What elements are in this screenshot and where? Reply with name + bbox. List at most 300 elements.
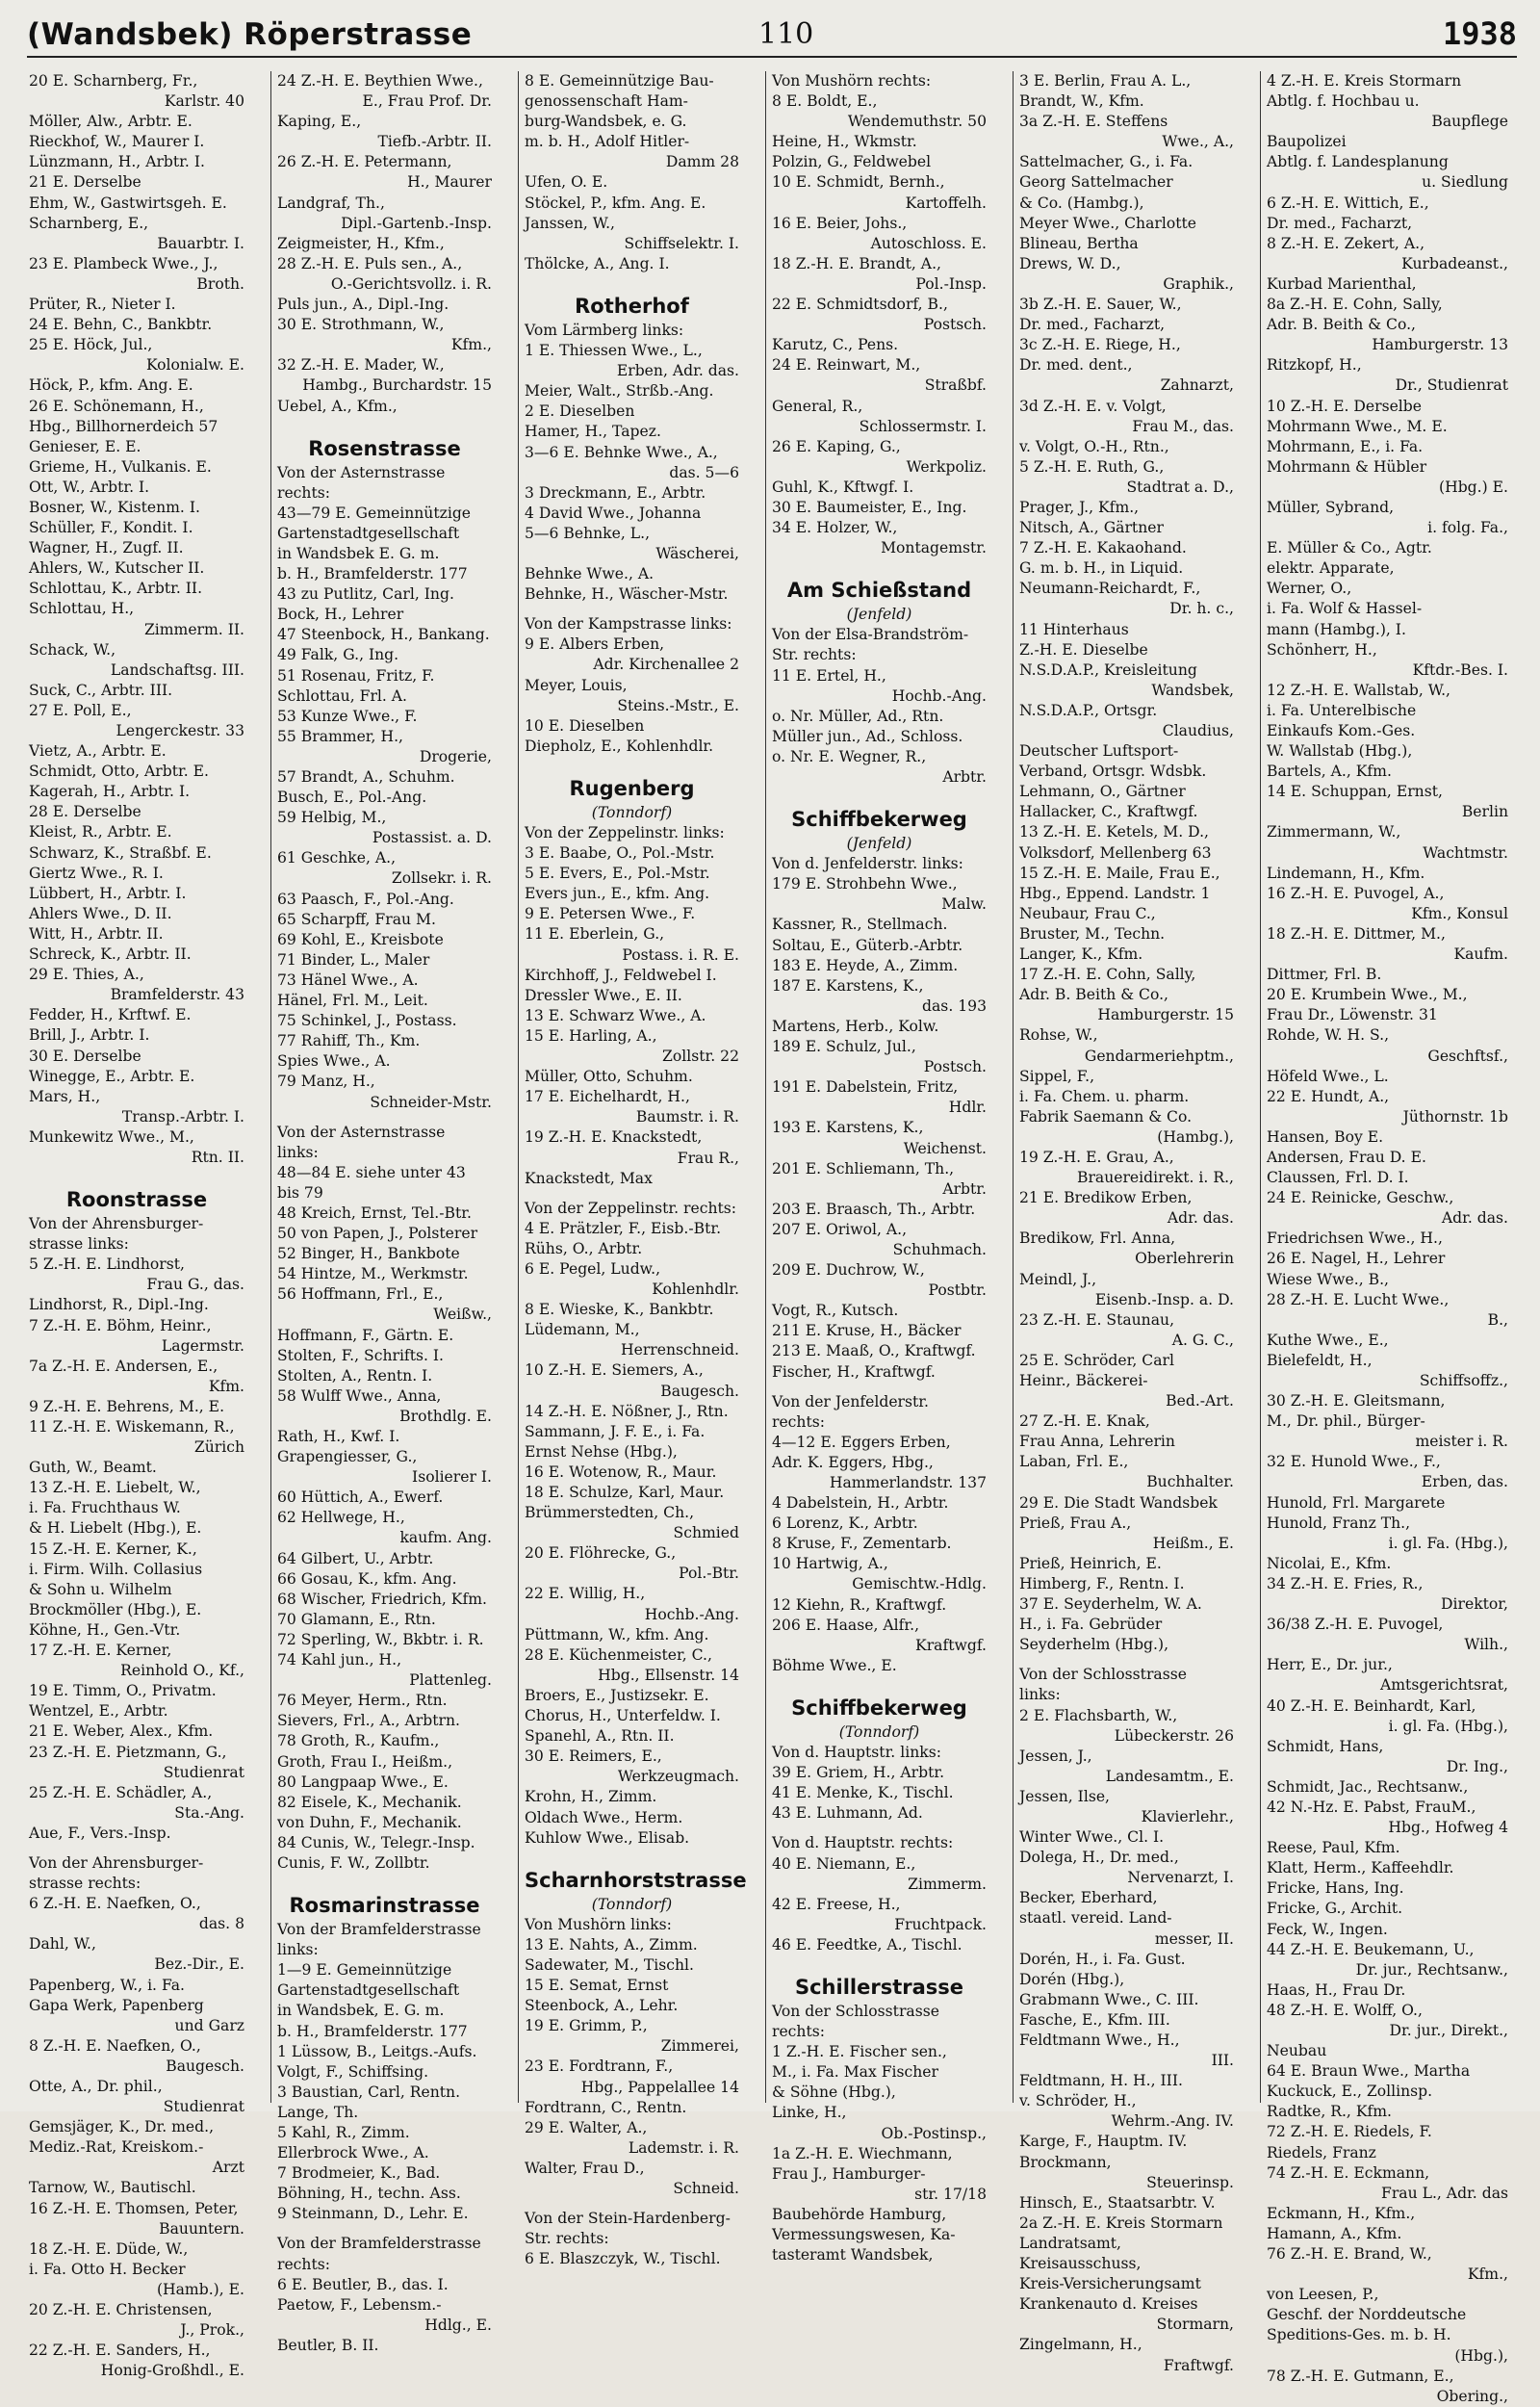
directory-entry: Buchhalter. (1146, 1473, 1234, 1491)
directory-entry: links: (277, 1941, 319, 1959)
directory-entry: Papenberg, W., i. Fa. (29, 1976, 185, 1994)
directory-entry: Kftdr.-Bes. I. (1412, 660, 1508, 679)
directory-entry: links: (277, 1143, 319, 1161)
directory-entry: Otte, A., Dr. phil., (29, 2078, 163, 2095)
directory-entry: i. gl. Fa. (Hbg.), (1388, 1534, 1508, 1552)
directory-entry: Hbg., Pappelallee 14 (580, 2078, 739, 2096)
directory-entry: Meier, Walt., Strßb.-Ang. (525, 382, 714, 401)
directory-entry: in Wandsbek, E. G. m. (277, 2002, 445, 2020)
directory-entry: Von der Bramfelderstrasse (277, 1921, 481, 1939)
directory-entry: Hallacker, C., Kraftwgf. (1019, 803, 1198, 821)
directory-entry: Prieß, Heinrich, E. (1019, 1554, 1162, 1572)
directory-entry: Dr., Studienrat (1395, 376, 1508, 395)
directory-entry: Dolega, H., Dr. med., (1019, 1849, 1179, 1867)
directory-entry: 5 Kahl, R., Zimm. (277, 2124, 410, 2141)
directory-entry: Fraftwgf. (1163, 2356, 1234, 2374)
directory-entry: 59 Helbig, M., (277, 809, 387, 827)
directory-entry: staatl. vereid. Land- (1019, 1909, 1172, 1928)
directory-entry: Ritzkopf, H., (1267, 356, 1362, 375)
directory-entry: Broers, E., Justizsekr. E. (525, 1686, 709, 1704)
directory-entry: Spies Wwe., A. (277, 1052, 391, 1071)
directory-entry: & H. Liebelt (Hbg.), E. (29, 1519, 202, 1538)
directory-entry: Fricke, G., Archit. (1267, 1900, 1403, 1918)
directory-entry: 25 E. Schröder, Carl (1019, 1351, 1174, 1369)
directory-entry: Nicolai, E., Kfm. (1267, 1554, 1392, 1572)
directory-entry: Bock, H., Lehrer (277, 606, 404, 624)
directory-entry: 15 E. Harling, A., (525, 1026, 657, 1045)
directory-entry: Weichenst. (903, 1139, 987, 1157)
directory-entry: Vogt, R., Kutsch. (772, 1302, 899, 1320)
directory-entry: 16 Z.-H. E. Thomsen, Peter, (29, 2199, 239, 2217)
directory-entry: Honig-Großhdl., E. (100, 2362, 244, 2380)
directory-entry: Knackstedt, Max (525, 1169, 653, 1187)
directory-entry: Hammerlandstr. 137 (829, 1474, 987, 1491)
directory-entry: 10 E. Schmidt, Bernh., (772, 173, 945, 192)
directory-entry: 42 N.-Hz. E. Pabst, FrauM., (1267, 1798, 1476, 1816)
directory-entry: Bez.-Dir., E. (154, 1955, 244, 1974)
directory-entry: 11 E. Ertel, H., (772, 666, 886, 685)
directory-entry: Stormarn, (1156, 2316, 1234, 2334)
column-6 (1260, 71, 1514, 2405)
directory-entry: 53 Kunze Wwe., F. (277, 707, 418, 725)
directory-entry: Höfeld Wwe., L. (1267, 1067, 1389, 1085)
directory-entry: Tarnow, W., Bautischl. (29, 2179, 196, 2197)
directory-entry: Mohrmann Wwe., M. E. (1267, 417, 1448, 435)
directory-entry: N.S.D.A.P., Kreisleitung (1019, 660, 1197, 679)
directory-entry: Ahlers, W., Kutscher II. (29, 559, 205, 578)
directory-entry: Hochb.-Ang. (644, 1605, 739, 1623)
directory-entry: 20 E. Flöhrecke, G., (525, 1544, 677, 1563)
directory-entry: & Sohn u. Wilhelm (29, 1580, 172, 1598)
directory-entry: b. H., Bramfelderstr. 177 (277, 565, 468, 583)
directory-entry: 9 E. Petersen Wwe., F. (525, 905, 696, 923)
directory-entry: 16 E. Beier, Johs., (772, 214, 908, 232)
street-heading: Roonstrasse (65, 1188, 208, 1212)
directory-entry: Thölcke, A., Ang. I. (525, 254, 670, 272)
directory-entry: 7 Z.-H. E. Kakaohand. (1019, 539, 1187, 557)
directory-entry: Von d. Hauptstr. links: (772, 1744, 941, 1762)
directory-entry: Soltau, E., Güterb.-Arbtr. (772, 936, 963, 954)
directory-entry: Zollsekr. i. R. (391, 869, 492, 888)
directory-entry: kaufm. Ang. (399, 1529, 492, 1547)
directory-entry: 1 Z.-H. E. Fischer sen., (772, 2043, 947, 2061)
directory-entry: Erben, Adr. das. (616, 362, 739, 380)
directory-entry: 19 E. Grimm, P., (525, 2017, 648, 2035)
directory-entry: i. Firm. Wilh. Collasius (29, 1560, 203, 1578)
directory-entry: 18 Z.-H. E. Düde, W., (29, 2239, 189, 2258)
directory-entry: Obering., (1436, 2387, 1508, 2405)
directory-entry: Böhme Wwe., E. (772, 1656, 897, 1674)
directory-entry: 13 Z.-H. E. Liebelt, W., (29, 1479, 201, 1497)
directory-entry: Baupolizei (1267, 133, 1347, 151)
directory-entry: 28 Z.-H. E. Lucht Wwe., (1267, 1290, 1450, 1308)
street-heading: Schillerstrasse (794, 1975, 964, 1999)
directory-entry: Studienrat (163, 1763, 244, 1781)
directory-entry: 29 E. Die Stadt Wandsbek (1019, 1493, 1218, 1512)
directory-entry: Groth, Frau I., Heißm., (277, 1752, 453, 1771)
directory-entry: 3 Dreckmann, E., Arbtr. (525, 483, 706, 502)
directory-entry: Adr. das. (1441, 1209, 1508, 1228)
section-gap (772, 788, 987, 797)
directory-entry: Hbg., Eppend. Landstr. 1 (1019, 884, 1211, 902)
directory-entry: Lübeckerstr. 26 (1114, 1726, 1234, 1745)
directory-entry: 6 Z.-H. E. Naefken, O., (29, 1895, 201, 1913)
directory-entry: Bed.-Art. (1166, 1392, 1234, 1411)
directory-entry: 79 Manz, H., (277, 1073, 375, 1091)
directory-entry: Schiffselektr. I. (624, 234, 739, 252)
directory-entry: 3d Z.-H. E. v. Volgt, (1019, 397, 1167, 415)
directory-entry: 15 Z.-H. E. Kerner, K., (29, 1540, 197, 1558)
directory-entry: i. folg. Fa., (1427, 519, 1508, 537)
directory-entry: 50 von Papen, J., Polsterer (277, 1225, 478, 1243)
directory-entry: Hochb.-Ang. (891, 686, 987, 705)
directory-entry: 72 Sperling, W., Bkbtr. i. R. (277, 1630, 484, 1648)
directory-entry: Zahnarzt, (1160, 376, 1234, 395)
directory-entry: Behnke, H., Wäscher-Mstr. (525, 585, 729, 604)
directory-entry: Frau L., Adr. das (1381, 2184, 1508, 2202)
directory-entry: Kurbad Marienthal, (1267, 274, 1417, 293)
directory-entry: in Wandsbek E. G. m. (277, 544, 440, 562)
column-5 (1013, 71, 1240, 2374)
directory-entry: Lünzmann, H., Arbtr. I. (29, 153, 205, 171)
directory-entry: 10 Hartwig, A., (772, 1555, 888, 1573)
directory-entry: Dorén, H., i. Fa. Gust. (1019, 1950, 1186, 1968)
directory-entry: Von der Jenfelderstr. (772, 1392, 929, 1411)
directory-entry: Prüter, R., Nieter I. (29, 296, 176, 314)
column-3 (518, 71, 747, 2268)
column-2 (270, 71, 498, 2354)
section-gap (525, 1189, 739, 1199)
directory-entry: Hoffmann, F., Gärtn. E. (277, 1326, 454, 1344)
section-gap (772, 1383, 987, 1392)
directory-entry: Von d. Hauptstr. rechts: (772, 1834, 954, 1852)
directory-entry: Landratsamt, (1019, 2234, 1122, 2252)
directory-entry: 6 E. Beutler, B., das. I. (277, 2275, 449, 2293)
directory-entry: Bramfelderstr. 43 (110, 986, 244, 1004)
directory-entry: Ernst Nehse (Hbg.), (525, 1442, 678, 1461)
directory-entry: Laban, Frl. E., (1019, 1453, 1129, 1471)
directory-entry: Volgt, F., Schiffsing. (277, 2062, 429, 2081)
directory-entry: 27 E. Poll, E., (29, 701, 132, 719)
directory-entry: Diepholz, E., Kohlenhdlr. (525, 737, 714, 755)
directory-entry: Postassist. a. D. (372, 829, 492, 847)
directory-entry: Oldach Wwe., Herm. (525, 1808, 683, 1826)
directory-entry: Krankenauto d. Kreises (1019, 2295, 1198, 2314)
directory-entry: Kaping, E., (277, 113, 362, 131)
directory-entry: Feldtmann, H. H., III. (1019, 2072, 1183, 2090)
directory-entry: 5 E. Evers, E., Pol.-Mstr. (525, 865, 710, 883)
directory-entry: 2 E. Dieselben (525, 402, 635, 421)
directory-entry: Zimmerei, (660, 2037, 739, 2056)
directory-entry: 29 E. Walter, A., (525, 2118, 648, 2136)
directory-entry: 63 Paasch, F., Pol.-Ang. (277, 890, 454, 908)
directory-entry: Wilh., (1464, 1636, 1508, 1654)
directory-entry: Heinr., Bäckerei- (1019, 1372, 1148, 1389)
header-district-street: (Wandsbek) Röperstrasse (27, 17, 473, 52)
directory-entry: Vermessungswesen, Ka- (772, 2226, 956, 2243)
directory-entry: 209 E. Duchrow, W., (772, 1261, 925, 1280)
directory-entry: Kfm., (1467, 2265, 1508, 2284)
directory-entry: Bruster, M., Techn. (1019, 924, 1166, 943)
directory-entry: Schlottau, H., (29, 600, 135, 618)
directory-entry: Sattelmacher, G., i. Fa. (1019, 153, 1194, 171)
directory-entry: i. Fa. Wolf & Hassel- (1267, 600, 1423, 618)
street-district: (Tonndorf) (591, 1895, 673, 1913)
directory-entry: 52 Binger, H., Bankbote (277, 1245, 460, 1263)
directory-entry: Zollstr. 22 (662, 1048, 739, 1066)
directory-entry: (Hbg.), (1454, 2346, 1508, 2365)
directory-entry: Müller, Sybrand, (1267, 498, 1395, 516)
directory-entry: Hbg., Ellsenstr. 14 (598, 1666, 739, 1684)
directory-entry: Mohrmann & Hübler (1267, 457, 1427, 476)
directory-entry: 24 E. Reinicke, Geschw., (1267, 1189, 1454, 1207)
directory-entry: 8 E. Boldt, E., (772, 92, 878, 111)
page-number: 110 (758, 17, 814, 51)
street-heading: Rosenstrasse (308, 436, 461, 460)
directory-entry: 23 Z.-H. E. Pietzmann, G., (29, 1743, 227, 1761)
directory-entry: 26 E. Kaping, G., (772, 437, 901, 455)
directory-entry: Reese, Paul, Kfm. (1267, 1839, 1400, 1857)
directory-entry: Brauereidirekt. i. R., (1077, 1169, 1234, 1187)
directory-entry: 2 E. Flachsbarth, W., (1019, 1706, 1178, 1724)
directory-entry: 17 E. Eichelhardt, H., (525, 1088, 690, 1106)
directory-entry: Cunis, F. W., Zollbtr. (277, 1853, 430, 1872)
directory-entry: Ufen, O. E. (525, 173, 608, 192)
directory-entry: Kurbadeanst., (1401, 254, 1508, 272)
directory-entry: von Leesen, P., (1267, 2286, 1379, 2304)
directory-entry: 191 E. Dabelstein, Fritz, (772, 1078, 959, 1097)
directory-entry: 68 Wischer, Friedrich, Kfm. (277, 1590, 487, 1608)
directory-entry: 48—84 E. siehe unter 43 (277, 1163, 466, 1181)
directory-entry: 58 Wulff Wwe., Anna, (277, 1386, 442, 1405)
directory-entry: Kraftwgf. (915, 1636, 987, 1654)
directory-entry: b. H., Bramfelderstr. 177 (277, 2022, 468, 2040)
directory-entry: Brockmöller (Hbg.), E. (29, 1600, 202, 1618)
directory-entry: Rohse, W., (1019, 1026, 1098, 1045)
section-gap (525, 757, 739, 766)
directory-entry: Schmied (673, 1524, 739, 1542)
directory-entry: 189 E. Schulz, Jul., (772, 1038, 916, 1056)
directory-entry: Stöckel, P., kfm. Ang. E. (525, 194, 706, 212)
directory-entry: 5—6 Behnke, L., (525, 524, 651, 542)
directory-entry: i. gl. Fa. (Hbg.), (1388, 1717, 1508, 1735)
directory-entry: 74 Kahl jun., H., (277, 1651, 402, 1669)
directory-entry: 8 Z.-H. E. Zekert, A., (1267, 234, 1425, 252)
directory-entry: Adr. K. Eggers, Hbg., (772, 1453, 934, 1471)
directory-entry: Müller, Otto, Schuhm. (525, 1068, 693, 1086)
directory-entry: 80 Langpaap Wwe., E. (277, 1773, 449, 1791)
directory-entry: bis 79 (277, 1183, 323, 1202)
directory-entry: H., i. Fa. Gebrüder (1019, 1616, 1163, 1634)
directory-entry: str. 17/18 (914, 2185, 987, 2203)
directory-entry: Behnke Wwe., A. (525, 565, 654, 583)
directory-entry: M., Dr. phil., Bürger- (1267, 1412, 1425, 1431)
page-header (27, 13, 1517, 58)
directory-entry: Eisenb.-Insp. a. D. (1094, 1290, 1234, 1308)
section-gap (525, 274, 739, 284)
directory-entry: Gapa Werk, Papenberg (29, 1996, 204, 2014)
directory-entry: 55 Brammer, H., (277, 727, 403, 745)
directory-entry: Puls jun., A., Dipl.-Ing. (277, 296, 449, 314)
directory-entry: Direktor, (1441, 1595, 1508, 1614)
directory-entry: Janssen, W., (525, 214, 615, 232)
directory-entry: 16 Z.-H. E. Puvogel, A., (1267, 884, 1445, 902)
directory-entry: 72 Z.-H. E. Riedels, F. (1267, 2123, 1432, 2141)
directory-entry: Schüller, F., Kondit. I. (29, 519, 193, 537)
directory-entry: 203 E. Braasch, Th., Arbtr. (772, 1200, 976, 1218)
directory-entry: Brümmerstedten, Ch., (525, 1504, 695, 1522)
directory-entry: Broth. (196, 274, 244, 293)
directory-entry: links: (1019, 1686, 1061, 1704)
directory-entry: 21 E. Derselbe (29, 173, 141, 192)
directory-entry: Von der Zeppelinstr. rechts: (525, 1199, 737, 1217)
directory-entry: 12 Kiehn, R., Kraftwgf. (772, 1595, 947, 1614)
directory-entry: (Hbg.) E. (1439, 478, 1508, 496)
directory-entry: 44 Z.-H. E. Beukemann, U., (1267, 1940, 1475, 1958)
directory-entry: 179 E. Strohbehn Wwe., (772, 875, 958, 893)
directory-entry: Plattenleg. (409, 1671, 492, 1690)
directory-entry: Grabmann Wwe., C. III. (1019, 1990, 1199, 2008)
directory-entry: General, R., (772, 397, 863, 415)
directory-entry: Hbg., Hofweg 4 (1388, 1819, 1508, 1837)
directory-entry: Arzt (212, 2159, 244, 2177)
section-gap (1019, 1655, 1234, 1665)
directory-entry: 5 Z.-H. E. Ruth, G., (1019, 457, 1165, 476)
directory-entry: Schuhmach. (892, 1240, 987, 1258)
directory-entry: Ott, W., Arbtr. I. (29, 478, 150, 496)
directory-entry: 11 E. Eberlein, G., (525, 925, 665, 944)
section-gap (525, 605, 739, 614)
directory-entry: Müller jun., Ad., Schloss. (772, 727, 963, 745)
directory-entry: 3—6 E. Behnke Wwe., A., (525, 443, 718, 461)
directory-entry: 32 E. Hunold Wwe., F., (1267, 1453, 1441, 1471)
directory-entry: 1 Lüssow, B., Leitgs.-Aufs. (277, 2042, 477, 2060)
directory-entry: Frau M., das. (1132, 417, 1234, 435)
directory-entry: Martens, Herb., Kolw. (772, 1017, 939, 1035)
directory-entry: Dr. med., Facharzt, (1267, 214, 1413, 232)
directory-entry: 11 Hinterhaus (1019, 620, 1129, 638)
directory-entry: 4 David Wwe., Johanna (525, 504, 702, 522)
street-heading: Schiffbekerweg (791, 1695, 967, 1720)
directory-entry: 6 E. Pegel, Ludw., (525, 1259, 661, 1278)
directory-entry: 48 Z.-H. E. Wolff, O., (1267, 2001, 1423, 2019)
directory-entry: Dressler Wwe., E. II. (525, 986, 682, 1004)
directory-entry: Lange, Th. (277, 2103, 359, 2121)
directory-entry: Landgraf, Th., (277, 194, 385, 212)
directory-entry: Frau Dr., Löwenstr. 31 (1267, 1006, 1438, 1024)
directory-entry: Werkpoliz. (906, 457, 987, 476)
directory-entry: 1a Z.-H. E. Wiechmann, (772, 2144, 953, 2162)
directory-entry: 5 Z.-H. E. Lindhorst, (29, 1255, 185, 1274)
directory-entry: 82 Eisele, K., Mechanik. (277, 1793, 462, 1811)
directory-entry: Meyer Wwe., Charlotte (1019, 214, 1196, 232)
directory-entry: Uebel, A., Kfm., (277, 397, 398, 415)
directory-entry: Arbtr. (942, 1179, 987, 1198)
street-heading: Scharnhorststrasse (525, 1868, 747, 1892)
directory-entry: Zimmerm. (908, 1875, 987, 1893)
directory-entry: Neumann-Reichardt, F., (1019, 580, 1201, 598)
directory-entry: 23 Z.-H. E. Staunau, (1019, 1310, 1175, 1329)
directory-entry: elektr. Apparate, (1267, 559, 1395, 578)
directory-entry: Kaufm. (1453, 945, 1508, 964)
directory-entry: 7a Z.-H. E. Andersen, E., (29, 1357, 218, 1375)
directory-entry: o. Nr. E. Wegner, R., (772, 747, 927, 765)
directory-entry: G. m. b. H., in Liquid. (1019, 559, 1184, 578)
directory-entry: Friedrichsen Wwe., H., (1267, 1229, 1443, 1248)
directory-entry: 62 Hellwege, H., (277, 1509, 405, 1527)
directory-entry: 24 E. Behn, C., Bankbtr. (29, 316, 213, 334)
directory-entry: 46 E. Feedtke, A., Tischl. (772, 1935, 962, 1954)
directory-entry: Baugesch. (166, 2057, 244, 2075)
directory-entry: Deutscher Luftsport- (1019, 742, 1179, 761)
directory-entry: 1—9 E. Gemeinnützige (277, 1961, 452, 1980)
directory-entry: 22 E. Hundt, A., (1267, 1087, 1390, 1105)
directory-entry: Von der Ahrensburger- (29, 1215, 204, 1233)
directory-entry: Schneid. (673, 2180, 739, 2197)
directory-entry: Jessen, Ilse, (1019, 1787, 1111, 1805)
directory-entry: 30 E. Baumeister, E., Ing. (772, 498, 967, 516)
directory-entry: Adr. B. Beith & Co., (1267, 316, 1417, 334)
directory-entry: Busch, E., Pol.-Ang. (277, 789, 427, 807)
directory-entry: 13 Z.-H. E. Ketels, M. D., (1019, 823, 1209, 841)
directory-entry: Riedels, Franz (1267, 2143, 1376, 2161)
directory-entry: Reinhold O., Kf., (120, 1662, 244, 1680)
directory-entry: 13 E. Schwarz Wwe., A. (525, 1006, 706, 1024)
directory-entry: & Co. (Hambg.), (1019, 194, 1144, 212)
directory-entry: Kagerah, H., Arbtr. I. (29, 783, 191, 801)
directory-entry: 30 E. Derselbe (29, 1047, 141, 1065)
section-gap (29, 1168, 244, 1178)
directory-entry: Lengerckestr. 33 (116, 722, 244, 739)
directory-entry: 47 Steenbock, H., Bankang. (277, 626, 490, 644)
directory-entry: 28 E. Derselbe (29, 803, 141, 821)
directory-entry: Kartoffelh. (905, 194, 987, 212)
directory-entry: Schlottau, Frl. A. (277, 686, 408, 705)
directory-entry: 51 Rosenau, Fritz, F. (277, 666, 435, 685)
directory-entry: Arbtr. (942, 768, 987, 786)
section-gap (277, 417, 492, 427)
directory-entry: Brothdlg. E. (399, 1407, 492, 1425)
directory-entry: i. Fa. Fruchthaus W. (29, 1499, 181, 1517)
directory-entry: 73 Hänel Wwe., A. (277, 971, 419, 989)
directory-entry: Von der Schlosstrasse (1019, 1666, 1187, 1684)
directory-entry: Guth, W., Beamt. (29, 1459, 157, 1477)
directory-entry: 4 Z.-H. E. Kreis Stormarn (1267, 72, 1462, 90)
directory-entry: Wäscherei, (655, 544, 739, 562)
directory-entry: Rohde, W. H. S., (1267, 1026, 1390, 1045)
directory-entry: Werkzeugmach. (617, 1768, 739, 1786)
directory-entry: 76 Meyer, Herm., Rtn. (277, 1692, 448, 1710)
directory-entry: Steuerinsp. (1146, 2173, 1234, 2191)
directory-entry: Jessen, J., (1019, 1747, 1092, 1765)
directory-entry: 26 E. Schönemann, H., (29, 397, 204, 415)
directory-entry: 19 E. Timm, O., Privatm. (29, 1682, 217, 1700)
directory-entry: Neubau (1267, 2042, 1327, 2060)
directory-entry: 57 Brandt, A., Schuhm. (277, 768, 455, 786)
directory-entry: Kolonialw. E. (145, 356, 244, 375)
directory-entry: Wentzel, E., Arbtr. (29, 1702, 168, 1721)
directory-entry: Von Mushörn links: (525, 1915, 672, 1933)
directory-entry: 17 Z.-H. E. Cohn, Sally, (1019, 966, 1196, 984)
directory-entry: Sta.-Ang. (174, 1803, 244, 1822)
directory-entry: Gartenstadtgesellschaft (277, 524, 460, 542)
directory-entry: Hdlr. (948, 1099, 987, 1117)
directory-entry: Kfm. (208, 1377, 244, 1395)
directory-entry: Kassner, R., Stellmach. (772, 916, 948, 934)
directory-entry: u. Siedlung (1422, 173, 1508, 192)
street-heading: Am Schießstand (786, 579, 972, 603)
street-district: (Jenfeld) (846, 835, 912, 853)
